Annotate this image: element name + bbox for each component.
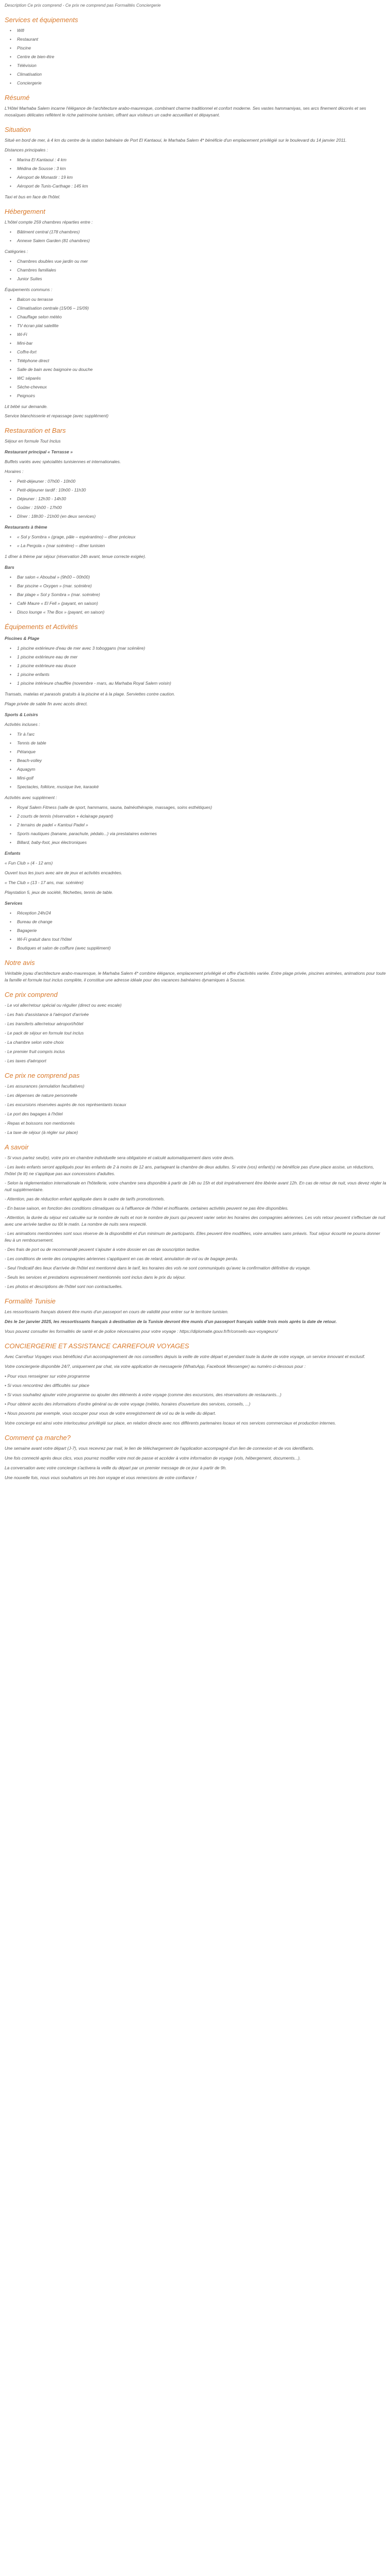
- list-item: • Bâtiment central (178 chambres): [15, 229, 386, 235]
- list-item: - Attention, la durée du séjour est calculée sur le nombre de nuits et non le nombre de jours qui peuvent varier selon les horaires des compagnies aériennes. Les vols retour peuvent s'effectuer de nuit avec une arrivée tardive ou tôt le matin. La nombre de nuits sera respecté.: [5, 1215, 385, 1227]
- list-item: • Junior Suites: [15, 276, 386, 282]
- categories-label: Catégories :: [5, 249, 28, 254]
- hours-label: Horaires :: [5, 469, 24, 474]
- list-item: • Bar salon « Aboubal » (9h00 – 00h00): [15, 574, 386, 581]
- list-item: • Aéroport de Tunis-Carthage : 145 km: [15, 183, 386, 190]
- list-item: • Annexe Salem Garden (81 chambres): [15, 238, 386, 244]
- list-item: • Conciergerie: [15, 80, 386, 87]
- list-item: - Les photos et descriptions de l'hôtel sont non contractuelles.: [5, 1284, 123, 1289]
- list-item: • Salle de bain avec baignoire ou douche: [15, 366, 386, 373]
- bars-label: Bars: [5, 565, 14, 570]
- situation-intro: Situé en bord de mer, à 4 km du centre de la station balnéaire de Port El Kantaoui, le Marhaba Salem 4* bénéficie d'un emplacement privilégié sur le boulevard du 14 janvier 2011.: [5, 138, 347, 143]
- comment-title: Comment ça marche?: [5, 1434, 71, 1442]
- list-item: - Seuls les services et prestations expressément mentionnés sont inclus dans le prix du séjour.: [5, 1275, 186, 1280]
- resume-title: Résumé: [5, 94, 30, 101]
- hotel-services-label: Services: [5, 901, 23, 906]
- pools-label: Piscines & Plage: [5, 636, 40, 641]
- list-item: • « Sol y Sombra » (grage, pâle – espérantino) – dîner précieux: [15, 534, 386, 540]
- list-item: • Si vous souhaitez ajouter votre programme ou ajouter des éléments à votre voyage (comme des excursions, des réservations de restaurants...): [5, 1392, 282, 1397]
- list-item: - Les assurances (annulation facultatives): [5, 1083, 85, 1089]
- list-item: • Pour vous renseigner sur votre programme: [5, 1374, 90, 1379]
- list-item: • Petit-déjeuner : 07h00 - 10h00: [15, 478, 386, 485]
- list-item: • 2 courts de tennis (réservation + éclairage payant): [15, 813, 386, 820]
- conciergerie-p2: Votre conciergerie disponible 24/7, uniquement par chat, via votre application de messagerie (WhatsApp, Facebook Messenger) au numéro ci-dessous pour :: [5, 1364, 306, 1369]
- list-item: • Climatisation: [15, 71, 386, 78]
- loungers-note: Transats, matelas et parasols gratuits à la piscine et à la plage. Serviettes contre caution.: [5, 691, 175, 697]
- paid-label: Activités avec supplément :: [5, 795, 57, 800]
- services-title: Services et équipements: [5, 16, 78, 24]
- list-item: • TV écran plat satellite: [15, 323, 386, 329]
- list-item: • Téléphone direct: [15, 358, 386, 364]
- list-item: • Bar piscine « Oxygen » (mar. scénière): [15, 583, 386, 589]
- list-item: • Aquagym: [15, 766, 386, 773]
- list-item: • Piscine: [15, 45, 386, 52]
- kids-label: Enfants: [5, 851, 21, 856]
- list-item: - Repas et boissons non mentionnés: [5, 1121, 75, 1126]
- list-item: • Balcon ou terrasse: [15, 296, 386, 303]
- formalite-p2: Dès le 1er janvier 2025, les ressortissants français à destination de la Tunisie devront être munis d'un passeport français valide trois mois après la date de retour.: [5, 1319, 337, 1324]
- list-item: • 1 piscine extérieure eau douce: [15, 663, 386, 669]
- list-item: - Les dépenses de nature personnelle: [5, 1093, 77, 1098]
- tab-links[interactable]: Description Ce prix comprend - Ce prix ne comprend pas Formalités Conciergerie: [5, 3, 161, 8]
- playground-note: Playstation 5, jeux de société, fléchettes, tennis de table.: [5, 890, 113, 895]
- list-item: • Déjeuner : 12h30 - 14h30: [15, 496, 386, 502]
- bars-list: [5, 574, 386, 616]
- list-item: • Médina de Sousse : 3 km: [15, 165, 386, 172]
- list-item: - La taxe de séjour (à régler sur place): [5, 1130, 78, 1135]
- distances-label: Distances principales :: [5, 147, 48, 152]
- a-savoir-title: A savoir: [5, 1143, 29, 1151]
- resume-text: L'Hôtel Marhaba Salem incarne l'élégance de l'architecture arabo-mauresque, combinant charme traditionnel et confort moderne. Ses vastes hammamiyas, ses arcs finement décorés et ses mosaïques délicates reflètent le riche patrimoine tunisien, offrant aux visiteurs un cadre accueillant et dépaysant.: [5, 106, 366, 117]
- list-item: • « La Pergola » (mar scénière) – dîner tunisien: [15, 543, 386, 549]
- list-item: • Bureau de change: [15, 919, 386, 925]
- hebergement-intro: L'hôtel compte 259 chambres réparties entre :: [5, 219, 93, 225]
- list-item: • Dîner : 18h30 - 21h00 (en deux services): [15, 513, 386, 520]
- comment-p2: Une fois connecté après deux clics, vous pourrez modifier votre mot de passe et accéder à votre information de voyage (vols, hébergement, documents...).: [5, 1455, 301, 1461]
- list-item: • Réception 24h/24: [15, 910, 386, 917]
- conciergerie-p3: Votre concierge est ainsi votre interlocuteur privilégié sur place, en relation directe avec nos différents partenaires locaux et nos services commerciaux et production internes.: [5, 1420, 336, 1426]
- list-item: - Les animations mentionnées sont sous réserve de la disponibilité et d'un minimum de participants. Elles peuvent être modifiées, voire annulées sans préavis. Tout séjour écourté ne pourra donner lieu à un remboursement.: [5, 1231, 380, 1243]
- comment-p4: Une nouvelle fois, nous vous souhaitons un très bon voyage et vous remercions de votre confiance !: [5, 1475, 197, 1480]
- list-item: • Aéroport de Monastir : 19 km: [15, 174, 386, 181]
- comment-p1: Une semaine avant votre départ (J-7), vous recevrez par mail, le lien de téléchargement de l'application accompagné d'un lien de connexion et de vos identifiants.: [5, 1446, 315, 1451]
- list-item: - Les conditions de vente des compagnies aériennes s'appliquent en cas de retard, annulation de vol ou de bagage perdu.: [5, 1256, 238, 1261]
- list-item: • Centre de bien-être: [15, 54, 386, 60]
- list-item: • Café Maure « El Fell » (payant, en saison): [15, 600, 386, 607]
- equipment-list: [5, 296, 386, 399]
- list-item: • Royal Salem Fitness (salle de sport, hammams, sauna, balnéothérapie, massages, soins esthétiques): [15, 804, 386, 811]
- list-item: - Les frais d'assistance à l'aéroport d'arrivée: [5, 1012, 89, 1017]
- list-item: - Des frais de port ou de recommandé peuvent s'ajouter à votre dossier en cas de souscription tardive.: [5, 1247, 201, 1252]
- list-item: • Billard, baby-foot, jeux électroniques: [15, 839, 386, 846]
- categories-list: [5, 258, 386, 282]
- restauration-subtitle: Séjour en formule Tout Inclus: [5, 438, 61, 444]
- sports-label: Sports & Loisirs: [5, 712, 38, 717]
- a-savoir-list: [5, 1155, 386, 1290]
- list-item: - Le vol aller/retour spécial ou régulier (direct ou avec escale): [5, 1003, 122, 1008]
- buffet-text: Buffets variés avec spécialités tunisiennes et internationales.: [5, 459, 121, 464]
- list-item: • Chambres doubles vue jardin ou mer: [15, 258, 386, 265]
- avis-text: Véritable joyau d'architecture arabo-mauresque, le Marhaba Salem 4* combine élégance, emplacement privilégié et offre d'activités variée. Entre plage privée, piscines animées, animations pour toute la famille et formule tout inclus complète, il constitue une adresse idéale pour des vacances balnéaires dynamiques à Sousse.: [5, 971, 386, 982]
- beach-note: Plage privée de sable fin avec accès direct.: [5, 701, 88, 706]
- conciergerie-title: CONCIERGERIE ET ASSISTANCE CARREFOUR VOYAGES: [5, 1342, 189, 1350]
- list-item: - Le premier fruit compris inclus: [5, 1049, 65, 1054]
- list-item: - Seul l'indicatif des lieux d'arrivée de l'hôtel est mentionné dans le tarif, les horaires des vols ne sont communiqués qu'avec la confirmation définitive du voyage.: [5, 1265, 311, 1270]
- list-item: • Boutiques et salon de coiffure (avec supplément): [15, 945, 386, 952]
- list-item: • Wi-Fi gratuit dans tout l'hôtel: [15, 936, 386, 943]
- avis-title: Notre avis: [5, 959, 35, 967]
- list-item: - Les taxes d'aéroport: [5, 1058, 46, 1063]
- list-item: • Chambres familiales: [15, 267, 386, 274]
- list-item: • Nous pouvons par exemple, vous occuper pour vous de votre enregistrement de vol ou de la veille du départ.: [5, 1411, 216, 1416]
- list-item: - Le pack de séjour en formule tout inclus: [5, 1030, 84, 1036]
- list-item: • Bagagerie: [15, 927, 386, 934]
- list-item: • Mini-bar: [15, 340, 386, 347]
- alacarte-list: [5, 534, 386, 549]
- equipements-title: Équipements et Activités: [5, 623, 78, 631]
- conciergerie-list: [5, 1373, 386, 1417]
- buildings-list: [5, 229, 386, 244]
- formalite-p1: Les ressortissants français doivent être munis d'un passeport en cours de validité pour entrer sur le territoire tunisien.: [5, 1309, 229, 1314]
- list-item: • Coffre-fort: [15, 349, 386, 355]
- list-item: - Le port des bagages à l'hôtel: [5, 1111, 63, 1116]
- list-item: • Pour obtenir accès des informations d'ordre général ou de votre voyage (météo, horaires d'ouverture des services, conseils, ...): [5, 1401, 251, 1406]
- teens-club: « The Club » (13 - 17 ans, mar. scénière): [5, 880, 84, 885]
- list-item: • Sèche-cheveux: [15, 384, 386, 391]
- situation-title: Situation: [5, 126, 31, 133]
- list-item: • WC séparés: [15, 375, 386, 382]
- list-item: • 1 piscine extérieure d'eau de mer avec 3 toboggans (mar scénière): [15, 645, 386, 652]
- linen-text: Lit bébé sur demande.: [5, 404, 48, 409]
- list-item: • 1 piscine intérieure chauffée (novembre - mars, au Marhaba Royal Salem voisin): [15, 680, 386, 687]
- list-item: - En basse saison, en fonction des conditions climatiques ou à l'affluence de l'hôtel et inoffisante, certaines activités peuvent ne pas être disponibles.: [5, 1206, 289, 1211]
- alacarte-note: 1 dîner à thème par séjour (réservation 24h avant, tenue correcte exigée).: [5, 554, 146, 559]
- list-item: - Les lavés enfants seront appliqués pour les enfants de 2 à moins de 12 ans, partageant la chambre de deux adultes. Si votre (vos) enfant(s) ne bénéficie pas d'une place assise, un réductions, l'hôtel (Ie lit) ne s'applique pas aux concessions d'adultes.: [5, 1164, 374, 1176]
- list-item: • Wi-Fi: [15, 331, 386, 338]
- list-item: • Wifi: [15, 27, 386, 34]
- list-item: • Petit-déjeuner tardif : 10h00 - 11h30: [15, 487, 386, 494]
- list-item: - La chambre selon votre choix: [5, 1040, 64, 1045]
- list-item: • Télévision: [15, 62, 386, 69]
- laundry-text: Service blanchisserie et repassage (avec supplément): [5, 413, 109, 418]
- formalite-title: Formalité Tunisie: [5, 1297, 56, 1305]
- kids-club: « Fun Club » (4 - 12 ans): [5, 860, 53, 866]
- formalite-p3[interactable]: Vous pouvez consulter les formalités de santé et de police nécessaires pour votre voyage : https://diplomatie.gouv.fr/fr/conseils-aux-voyageurs/: [5, 1329, 278, 1334]
- equipment-label: Équipements communs :: [5, 287, 53, 292]
- alacarte-label: Restaurants à thème: [5, 524, 47, 530]
- list-item: • Beach-volley: [15, 757, 386, 764]
- hotel-services-list: [5, 910, 386, 952]
- restauration-title: Restauration et Bars: [5, 427, 66, 434]
- list-item: • Si vous rencontrez des difficultés sur place: [5, 1383, 89, 1388]
- list-item: - Les excursions réservées auprès de nos représentants locaux: [5, 1102, 126, 1107]
- list-item: • Bar plage « Sol y Sombra » (mar. scénière): [15, 591, 386, 598]
- list-item: • Goûter : 15h00 - 17h00: [15, 504, 386, 511]
- list-item: - Selon la réglementation internationale en l'hôtellerie, votre chambre sera disponible à partir de 14h ou 15h et doit impérativement être libérée avant 12h. En cas de retour de nuit, vous devez régler la nuit supplémentaire.: [5, 1180, 386, 1192]
- list-item: • Climatisation centrale (15/06 – 15/09): [15, 305, 386, 312]
- hours-list: [5, 478, 386, 520]
- list-item: • Mini-golf: [15, 775, 386, 782]
- pools-list: [5, 645, 386, 687]
- linen-note: [5, 403, 386, 419]
- main-restaurant-label: Restaurant principal « Terrasse »: [5, 449, 73, 454]
- conciergerie-p1: Avec Carrefour Voyages vous bénéficiez d'un accompagnement de nos conseillers depuis la veille de votre départ et pendant toute la durée de votre voyage, un service innovant et exclusif.: [5, 1354, 366, 1359]
- list-item: - Attention, pas de réduction enfant appliquée dans le cadre de tarifs promotionnels.: [5, 1196, 165, 1201]
- hebergement-title: Hébergement: [5, 208, 45, 215]
- activities-list: [5, 731, 386, 790]
- list-item: • Peignoirs: [15, 393, 386, 399]
- list-item: • Tennis de table: [15, 740, 386, 747]
- list-item: • Chauffage selon météo: [15, 314, 386, 320]
- kids-club-note: Ouvert tous les jours avec aire de jeux et activités encadrées.: [5, 870, 123, 875]
- prix-comprend-title: Ce prix comprend: [5, 991, 58, 998]
- paid-list: [5, 804, 386, 846]
- list-item: - Si vous partez seul(e), votre prix en chambre individuelle sera obligatoire et calculé automatiquement dans votre devis.: [5, 1155, 235, 1160]
- situation-footer: Taxi et bus en face de l'hôtel.: [5, 194, 60, 199]
- list-item: • 1 piscine enfants: [15, 671, 386, 678]
- list-item: • Sports nautiques (banane, parachute, pédalo...) via prestataires externes: [15, 831, 386, 837]
- activities-label: Activités incluses :: [5, 722, 40, 727]
- list-item: • Marina El Kantaoui : 4 km: [15, 157, 386, 163]
- prix-comprend-list: [5, 1002, 386, 1064]
- list-item: • 2 terrains de padel « Kantoui Padel »: [15, 822, 386, 828]
- comment-p3: La conversation avec votre concierge s'activera la veille du départ par un premier message de ce jour à partir de 9h.: [5, 1465, 227, 1470]
- prix-exclut-list: [5, 1083, 386, 1136]
- list-item: • Tir à l'arc: [15, 731, 386, 738]
- list-item: • Spectacles, folklore, musique live, karaoké: [15, 784, 386, 790]
- distances-list: [5, 157, 386, 190]
- prix-exclut-title: Ce prix ne comprend pas: [5, 1072, 80, 1079]
- list-item: • Pétanque: [15, 749, 386, 755]
- services-list: [5, 27, 386, 87]
- list-item: - Les transferts aller/retour aéroport/hôtel: [5, 1021, 84, 1026]
- list-item: • 1 piscine extérieure eau de mer: [15, 654, 386, 660]
- list-item: • Disco lounge « The Box » (payant, en saison): [15, 609, 386, 616]
- list-item: • Restaurant: [15, 36, 386, 43]
